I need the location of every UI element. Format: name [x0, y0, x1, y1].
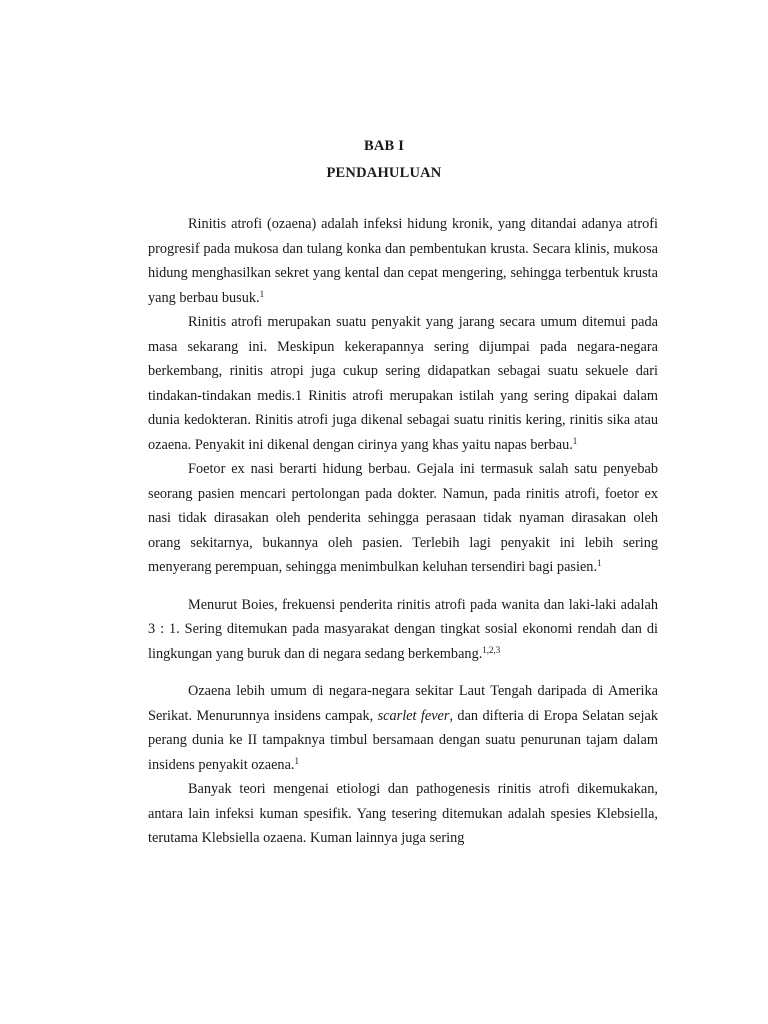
paragraph-5: [148, 679, 658, 777]
body-text: [148, 212, 658, 851]
paragraph-text: Rinitis atrofi (ozaena) adalah infeksi hidung kronik, yang ditandai adanya atrofi progresif pada mukosa dan tulang konka dan pembentukan krusta. Secara klinis, mukosa hidung menghasilkan sekret yang kental dan cepat mengering, sehingga terbentuk krusta yang berbau busuk.: [148, 216, 658, 306]
paragraph-2: [148, 310, 658, 457]
chapter-heading: BAB I: [363, 138, 405, 154]
paragraph-text: Banyak teori mengenai etiologi dan pathogenesis rinitis atrofi dikemukakan, antara lain infeksi kuman spesifik. Yang tesering ditemukan adalah spesies Klebsiella, terutama Klebsiella ozaena. Kuman lainnya juga sering: [148, 781, 658, 846]
footnote-ref: 1: [597, 558, 602, 568]
footnote-ref: 1: [294, 755, 299, 766]
paragraph-text: Foetor ex nasi berarti hidung berbau. Gejala ini termasuk salah satu penyebab seorang pasien mencari pertolongan pada dokter. Namun, pada rinitis atrofi, foetor ex nasi tidak dirasakan oleh penderita sehingga perasaan tidak nyaman dirasakan oleh orang sekitarnya, bukannya oleh pasien. Terlebih lagi penyakit ini lebih sering menyerang perempuan, sehingga menimbulkan keluhan tersendiri bagi pasien.: [148, 461, 658, 575]
italic-term: scarlet fever: [377, 707, 450, 724]
footnote-ref: 1: [572, 435, 578, 446]
paragraph-text: Ozaena lebih umum di negara-negara sekitar Laut Tengah daripada di Amerika Serikat. Menurunnya insidens campak,: [148, 683, 658, 724]
paragraph-6: [148, 777, 658, 851]
paragraph-3: [148, 457, 658, 580]
paragraph-1: [148, 212, 658, 310]
paragraph-4: [148, 593, 658, 667]
chapter-title: PENDAHULUAN: [326, 165, 442, 181]
footnote-ref: 1: [259, 288, 265, 299]
paragraph-text: Rinitis atrofi merupakan suatu penyakit yang jarang secara umum ditemui pada masa sekarang ini. Meskipun kekerapannya sering dijumpai pada negara-negara berkembang, rinitis atropi juga cukup sering didapatkan sebagai suatu sekuele dari tindakan-tindakan medis.1 Rinitis atrofi merupakan istilah yang sering dipakai dalam dunia kedokteran. Rinitis atrofi juga dikenal sebagai suatu rinitis kering, rinitis sika atau ozaena. Penyakit ini dikenal dengan cirinya yang khas yaitu napas berbau.: [148, 314, 658, 453]
paragraph-text: Menurut Boies, frekuensi penderita rinitis atrofi pada wanita dan laki-laki adalah 3 : 1. Sering ditemukan pada masyarakat dengan tingkat sosial ekonomi rendah dan di lingkungan yang buruk dan di negara sedang berkembang.: [148, 596, 658, 662]
footnote-ref: 1,2,3: [482, 644, 501, 655]
paragraph-text: , dan difteria di Eropa Selatan sejak perang dunia ke II tampaknya timbul bersamaan dengan suatu penurunan tajam dalam insidens penyakit ozaena.: [148, 707, 658, 773]
